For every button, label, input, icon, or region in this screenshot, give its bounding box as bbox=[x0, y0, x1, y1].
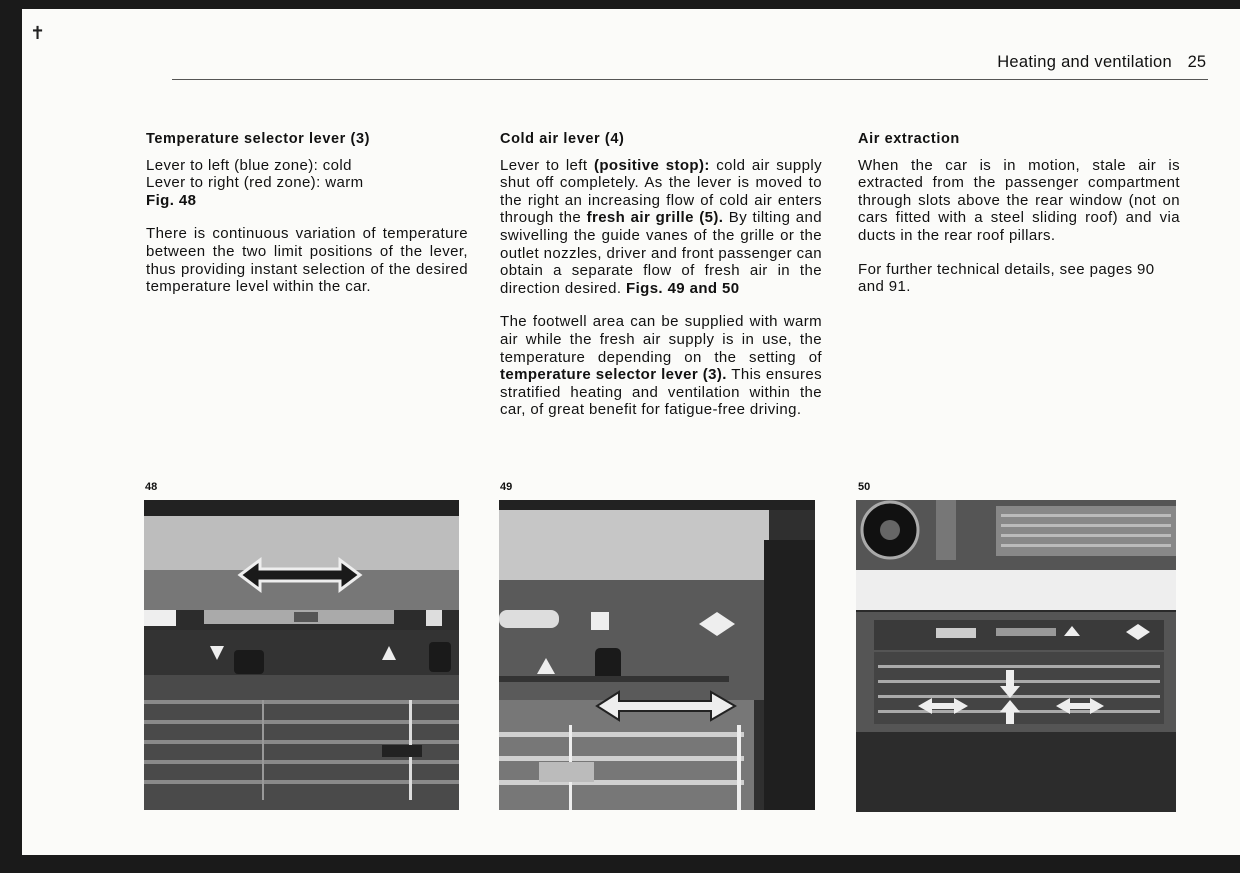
text-run: The footwell area can be supplied with warm air while the fresh air supply is in use, the temperature depending on the setting of bbox=[500, 313, 822, 366]
figure-50-photo bbox=[856, 500, 1176, 812]
body-paragraph: There is continuous variation of temperature between the two limit positions of the lever, thus providing instant selection of the desired temperature level within the car. bbox=[146, 225, 468, 296]
body-paragraph bbox=[500, 313, 822, 419]
body-paragraph: When the car is in motion, stale air is extracted from the passenger compartment through slots above the rear window (not on cars fitted with a steel sliding roof) and via ducts in the rear roof pillars. bbox=[858, 156, 1180, 244]
text-run: By tilting and swivelling the guide vanes of the grille or the outlet nozzles, driver and front passenger can obtain a separate flow of fresh air in the direction desired. bbox=[500, 209, 822, 297]
bold-run: (positive stop): bbox=[593, 156, 710, 174]
manual-page bbox=[22, 9, 1240, 855]
section-cold-air-lever bbox=[500, 131, 822, 435]
text-run: This ensures stratified heating and ventilation within the car, of great benefit for fatigue-free driving. bbox=[500, 366, 822, 419]
section-air-extraction bbox=[858, 131, 1180, 312]
corner-mark: ✝ bbox=[30, 23, 46, 43]
running-header bbox=[172, 53, 1208, 80]
page-number: 25 bbox=[1187, 53, 1206, 71]
section-heading: Temperature selector lever (3) bbox=[146, 131, 371, 147]
section-heading: Cold air lever (4) bbox=[500, 131, 625, 147]
figure-reference: Fig. 48 bbox=[146, 191, 197, 209]
figure-reference: Figs. 49 and 50 bbox=[626, 279, 740, 297]
figure-48-photo bbox=[144, 500, 459, 810]
lever-description bbox=[146, 157, 468, 210]
figure-49-photo bbox=[499, 500, 815, 810]
section-heading: Air extraction bbox=[858, 131, 960, 147]
figure-number: 48 bbox=[145, 481, 158, 493]
bold-run: fresh air grille (5). bbox=[586, 209, 724, 227]
body-paragraph bbox=[500, 157, 822, 298]
lever-left-line: Lever to left (blue zone): cold bbox=[146, 156, 352, 174]
bold-run: temperature selector lever (3). bbox=[500, 366, 727, 384]
figure-number: 49 bbox=[500, 481, 513, 493]
lever-right-line: Lever to right (red zone): warm bbox=[146, 174, 364, 192]
body-paragraph: For further technical details, see pages 90 and 91. bbox=[858, 260, 1155, 296]
figure-number: 50 bbox=[858, 481, 871, 493]
text-run: cold air supply shut off completely. As the lever is moved to the right an increasing flow of cold air enters through the bbox=[500, 156, 822, 227]
section-temperature-lever bbox=[146, 131, 468, 312]
text-run: Lever to left bbox=[500, 156, 594, 174]
header-title: Heating and ventilation bbox=[997, 53, 1172, 71]
